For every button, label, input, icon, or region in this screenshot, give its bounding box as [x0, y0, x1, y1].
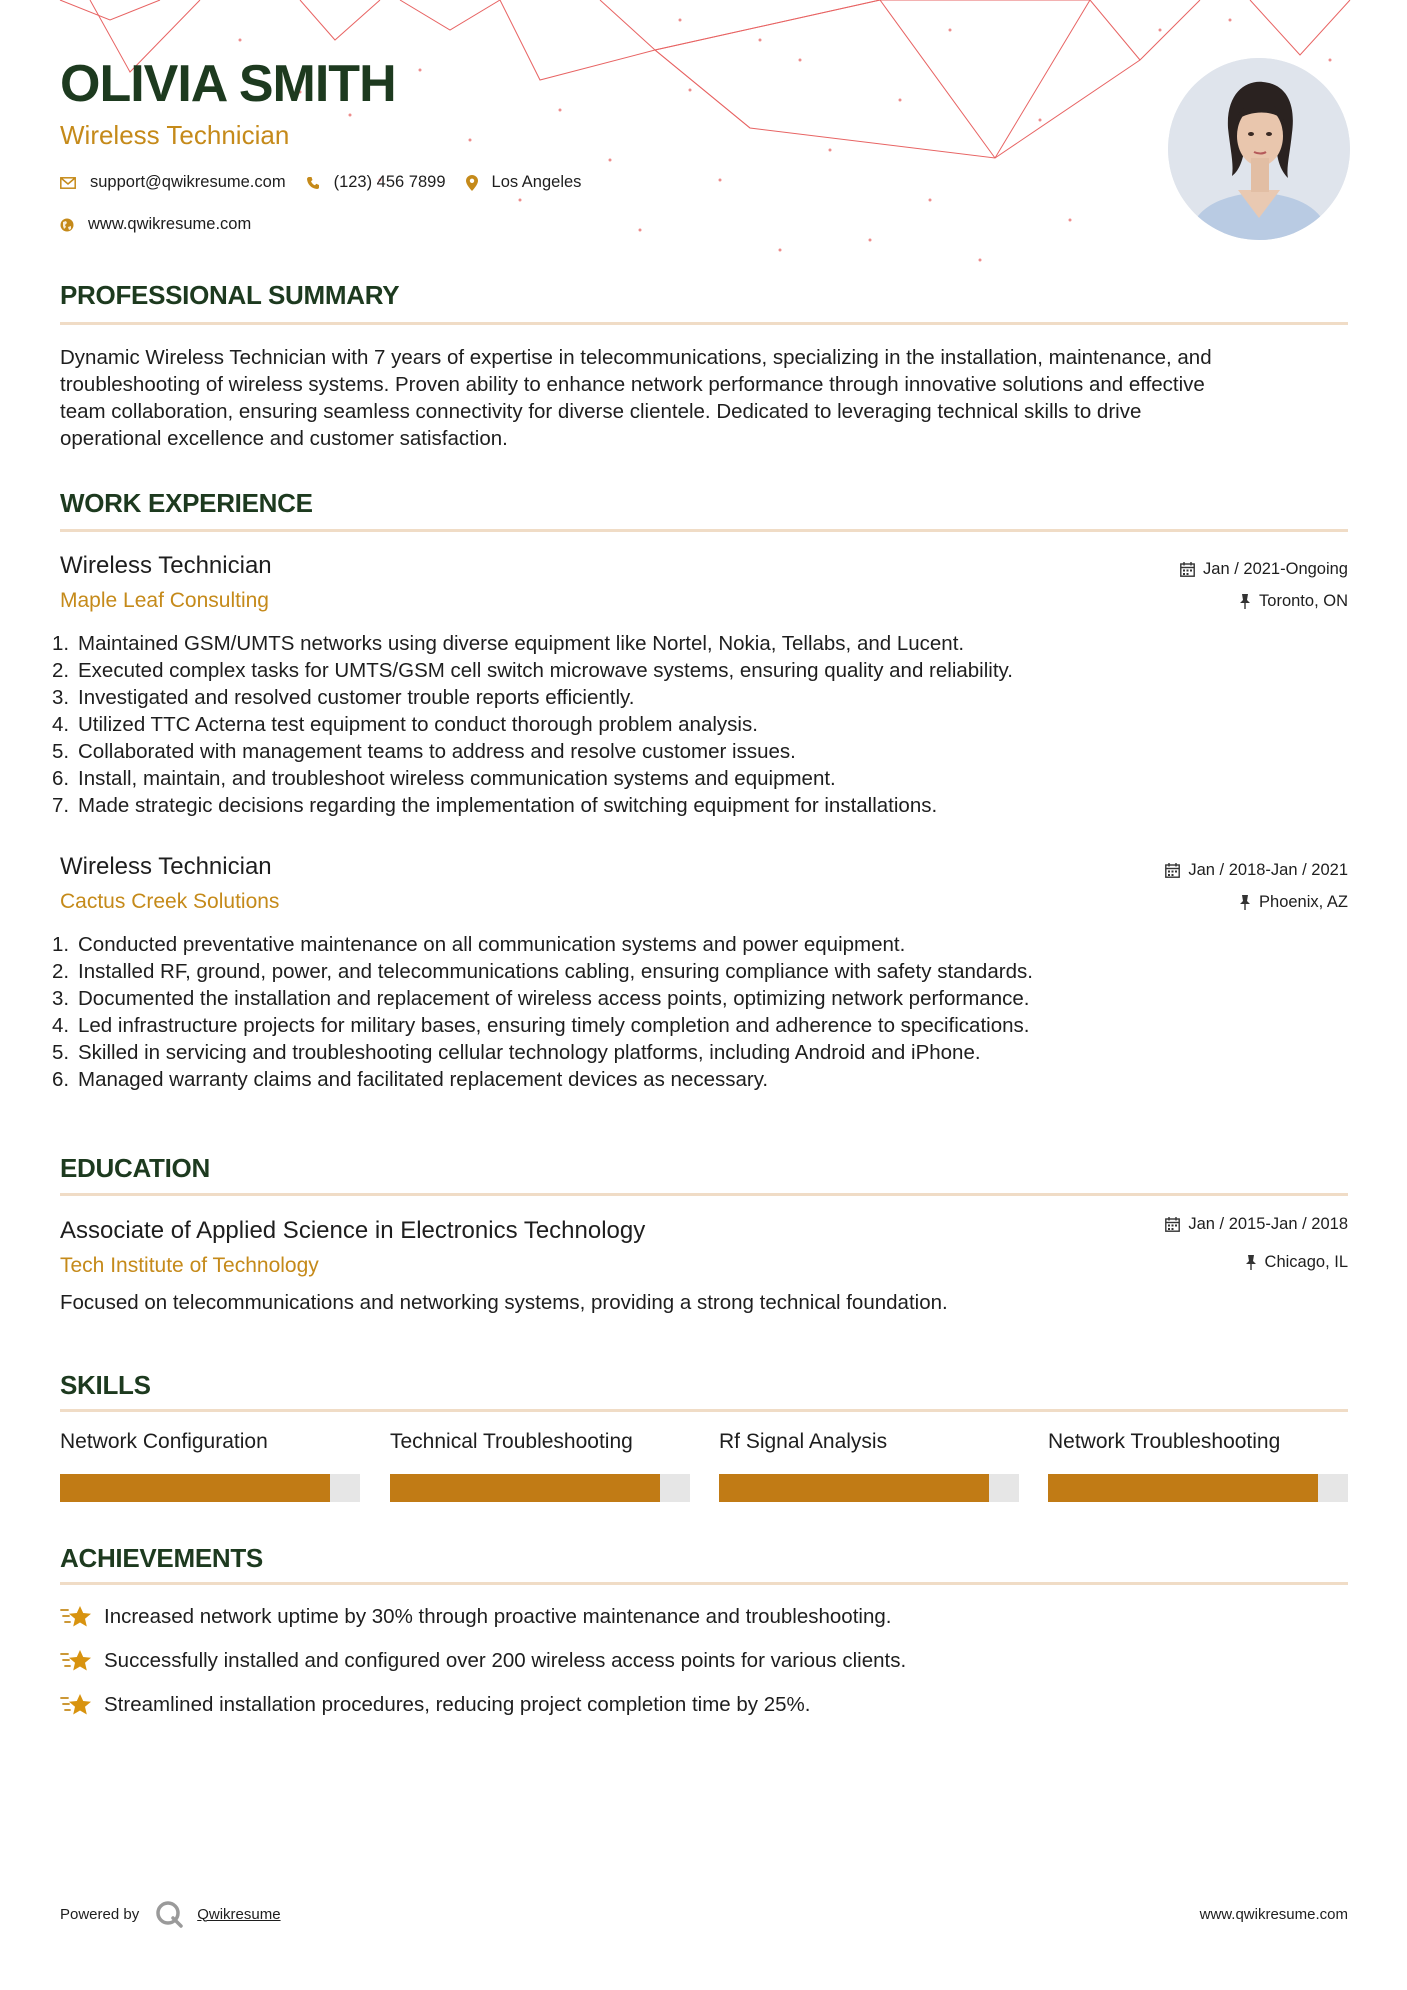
skill-bar: [1048, 1474, 1348, 1502]
job-bullets: [52, 931, 1033, 1093]
contact-row: [60, 173, 601, 192]
pushpin-icon: [1239, 594, 1251, 609]
calendar-icon: [1165, 1217, 1180, 1232]
job-location: [1239, 592, 1348, 611]
job-bullet: 5. Skilled in servicing and troubleshooting cellular technology platforms, including Android and iPhone.: [52, 1041, 981, 1064]
achievements-heading: ACHIEVEMENTS: [60, 1543, 263, 1573]
skill-label: Technical Troubleshooting: [390, 1430, 633, 1453]
achievement-text: Increased network uptime by 30% through proactive maintenance and troubleshooting.: [104, 1605, 892, 1628]
phone-text: (123) 456 7899: [333, 173, 446, 191]
calendar-icon: [1165, 863, 1180, 878]
star-achievement-icon: [60, 1604, 92, 1630]
email-icon: [60, 177, 76, 189]
job-bullet: 3. Documented the installation and replacement of wireless access points, optimizing network performance.: [52, 987, 1030, 1010]
contact-location: [466, 173, 582, 192]
skill-bar: [390, 1474, 690, 1502]
skill-item: [390, 1430, 690, 1502]
skills-heading: SKILLS: [60, 1370, 151, 1400]
summary-line: operational excellence and customer satisfaction.: [60, 427, 508, 450]
job-bullet: 2. Executed complex tasks for UMTS/GSM cell switch microwave systems, ensuring quality and reliability.: [52, 659, 1013, 682]
achievement-text: Streamlined installation procedures, reducing project completion time by 25%.: [104, 1693, 811, 1716]
calendar-icon: [1180, 562, 1195, 577]
qwikresume-link[interactable]: Qwikresume: [197, 1905, 281, 1923]
profile-photo: [1168, 58, 1350, 240]
contact-phone[interactable]: [306, 173, 446, 192]
job-bullet: 6. Install, maintain, and troubleshoot wireless communication systems and equipment.: [52, 767, 836, 790]
summary-line: team collaboration, ensuring seamless connectivity for diverse clientele. Dedicated to leveraging technical skills to drive: [60, 400, 1142, 423]
footer-powered-by: [60, 1900, 281, 1928]
education-divider: [60, 1193, 1348, 1196]
qwikresume-logo-icon: [155, 1900, 183, 1928]
skill-bar: [60, 1474, 360, 1502]
education-dates: [1165, 1215, 1348, 1234]
job-bullet: 7. Made strategic decisions regarding the implementation of switching equipment for installations.: [52, 794, 938, 817]
job-bullet: 5. Collaborated with management teams to address and resolve customer issues.: [52, 740, 796, 763]
education-location: [1245, 1253, 1348, 1272]
job-title: Wireless Technician: [60, 552, 272, 579]
achievement-text: Successfully installed and configured over 200 wireless access points for various clients.: [104, 1649, 907, 1672]
education-description: Focused on telecommunications and networking systems, providing a strong technical foundation.: [60, 1291, 948, 1314]
star-achievement-icon: [60, 1648, 92, 1674]
email-text: support@qwikresume.com: [90, 173, 286, 191]
education-degree: Associate of Applied Science in Electronics Technology: [60, 1217, 646, 1244]
candidate-name: OLIVIA SMITH: [60, 55, 396, 113]
job-title: Wireless Technician: [60, 853, 272, 880]
skill-label: Network Configuration: [60, 1430, 268, 1453]
skill-label: Rf Signal Analysis: [719, 1430, 888, 1453]
job-location-text: Phoenix, AZ: [1259, 893, 1348, 911]
job-bullet: 4. Utilized TTC Acterna test equipment to conduct thorough problem analysis.: [52, 713, 758, 736]
job-bullet: 1. Conducted preventative maintenance on all communication systems and power equipment.: [52, 933, 906, 956]
skill-item: [60, 1430, 360, 1502]
experience-heading: WORK EXPERIENCE: [60, 488, 313, 518]
profile-photo-illustration: [1168, 58, 1350, 240]
achievements-divider: [60, 1582, 1348, 1585]
job-company: Maple Leaf Consulting: [60, 589, 269, 612]
achievement-item: [60, 1604, 891, 1630]
skill-bar-fill: [1048, 1474, 1318, 1502]
skill-item: [1048, 1430, 1348, 1502]
job-bullet: 4. Led infrastructure projects for military bases, ensuring timely completion and adherence to specifications.: [52, 1014, 1030, 1037]
job-bullet: 3. Investigated and resolved customer trouble reports efficiently.: [52, 686, 635, 709]
skill-bar-fill: [60, 1474, 330, 1502]
skill-bar-fill: [390, 1474, 660, 1502]
skill-bar: [719, 1474, 1019, 1502]
star-achievement-icon: [60, 1692, 92, 1718]
summary-line: troubleshooting of wireless systems. Proven ability to enhance network performance through innovative solutions and effective: [60, 373, 1205, 396]
phone-icon: [306, 176, 320, 190]
summary-text: [60, 344, 1348, 452]
pushpin-icon: [1245, 1255, 1257, 1270]
powered-by-label: Powered by: [60, 1905, 140, 1923]
education-location-text: Chicago, IL: [1264, 1253, 1348, 1271]
achievement-item: [60, 1692, 810, 1718]
skill-label: Network Troubleshooting: [1048, 1430, 1281, 1453]
job-dates-text: Jan / 2021-Ongoing: [1203, 560, 1348, 578]
education-dates-text: Jan / 2015-Jan / 2018: [1188, 1215, 1348, 1233]
skill-item: [719, 1430, 1019, 1502]
job-dates: [1180, 560, 1348, 579]
job-bullets: [52, 630, 1013, 819]
skill-bar-fill: [719, 1474, 989, 1502]
education-school: Tech Institute of Technology: [60, 1254, 319, 1277]
summary-line: Dynamic Wireless Technician with 7 years of expertise in telecommunications, specializing in the installation, maintenance, and: [60, 346, 1212, 369]
job-dates-text: Jan / 2018-Jan / 2021: [1188, 861, 1348, 879]
contact-website[interactable]: [60, 215, 251, 234]
education-heading: EDUCATION: [60, 1153, 210, 1183]
experience-divider: [60, 529, 1348, 532]
summary-divider: [60, 322, 1348, 325]
contact-row-website: [60, 215, 271, 234]
job-company: Cactus Creek Solutions: [60, 890, 280, 913]
contact-email[interactable]: [60, 173, 286, 192]
website-text: www.qwikresume.com: [88, 215, 252, 233]
summary-heading: PROFESSIONAL SUMMARY: [60, 280, 400, 310]
job-bullet: 6. Managed warranty claims and facilitated replacement devices as necessary.: [52, 1068, 769, 1091]
footer-website[interactable]: www.qwikresume.com: [1199, 1906, 1348, 1923]
job-bullet: 1. Maintained GSM/UMTS networks using diverse equipment like Nortel, Nokia, Tellabs, and Lucent.: [52, 632, 965, 655]
achievement-item: [60, 1648, 906, 1674]
job-location-text: Toronto, ON: [1259, 592, 1348, 610]
location-text: Los Angeles: [491, 173, 582, 191]
job-bullet: 2. Installed RF, ground, power, and telecommunications cabling, ensuring compliance with safety standards.: [52, 960, 1033, 983]
job-dates: [1165, 861, 1348, 880]
pushpin-icon: [1239, 895, 1251, 910]
candidate-title: Wireless Technician: [60, 120, 290, 150]
globe-icon: [60, 218, 74, 232]
skills-divider: [60, 1409, 1348, 1412]
job-location: [1239, 893, 1348, 912]
location-pin-icon: [466, 175, 478, 191]
